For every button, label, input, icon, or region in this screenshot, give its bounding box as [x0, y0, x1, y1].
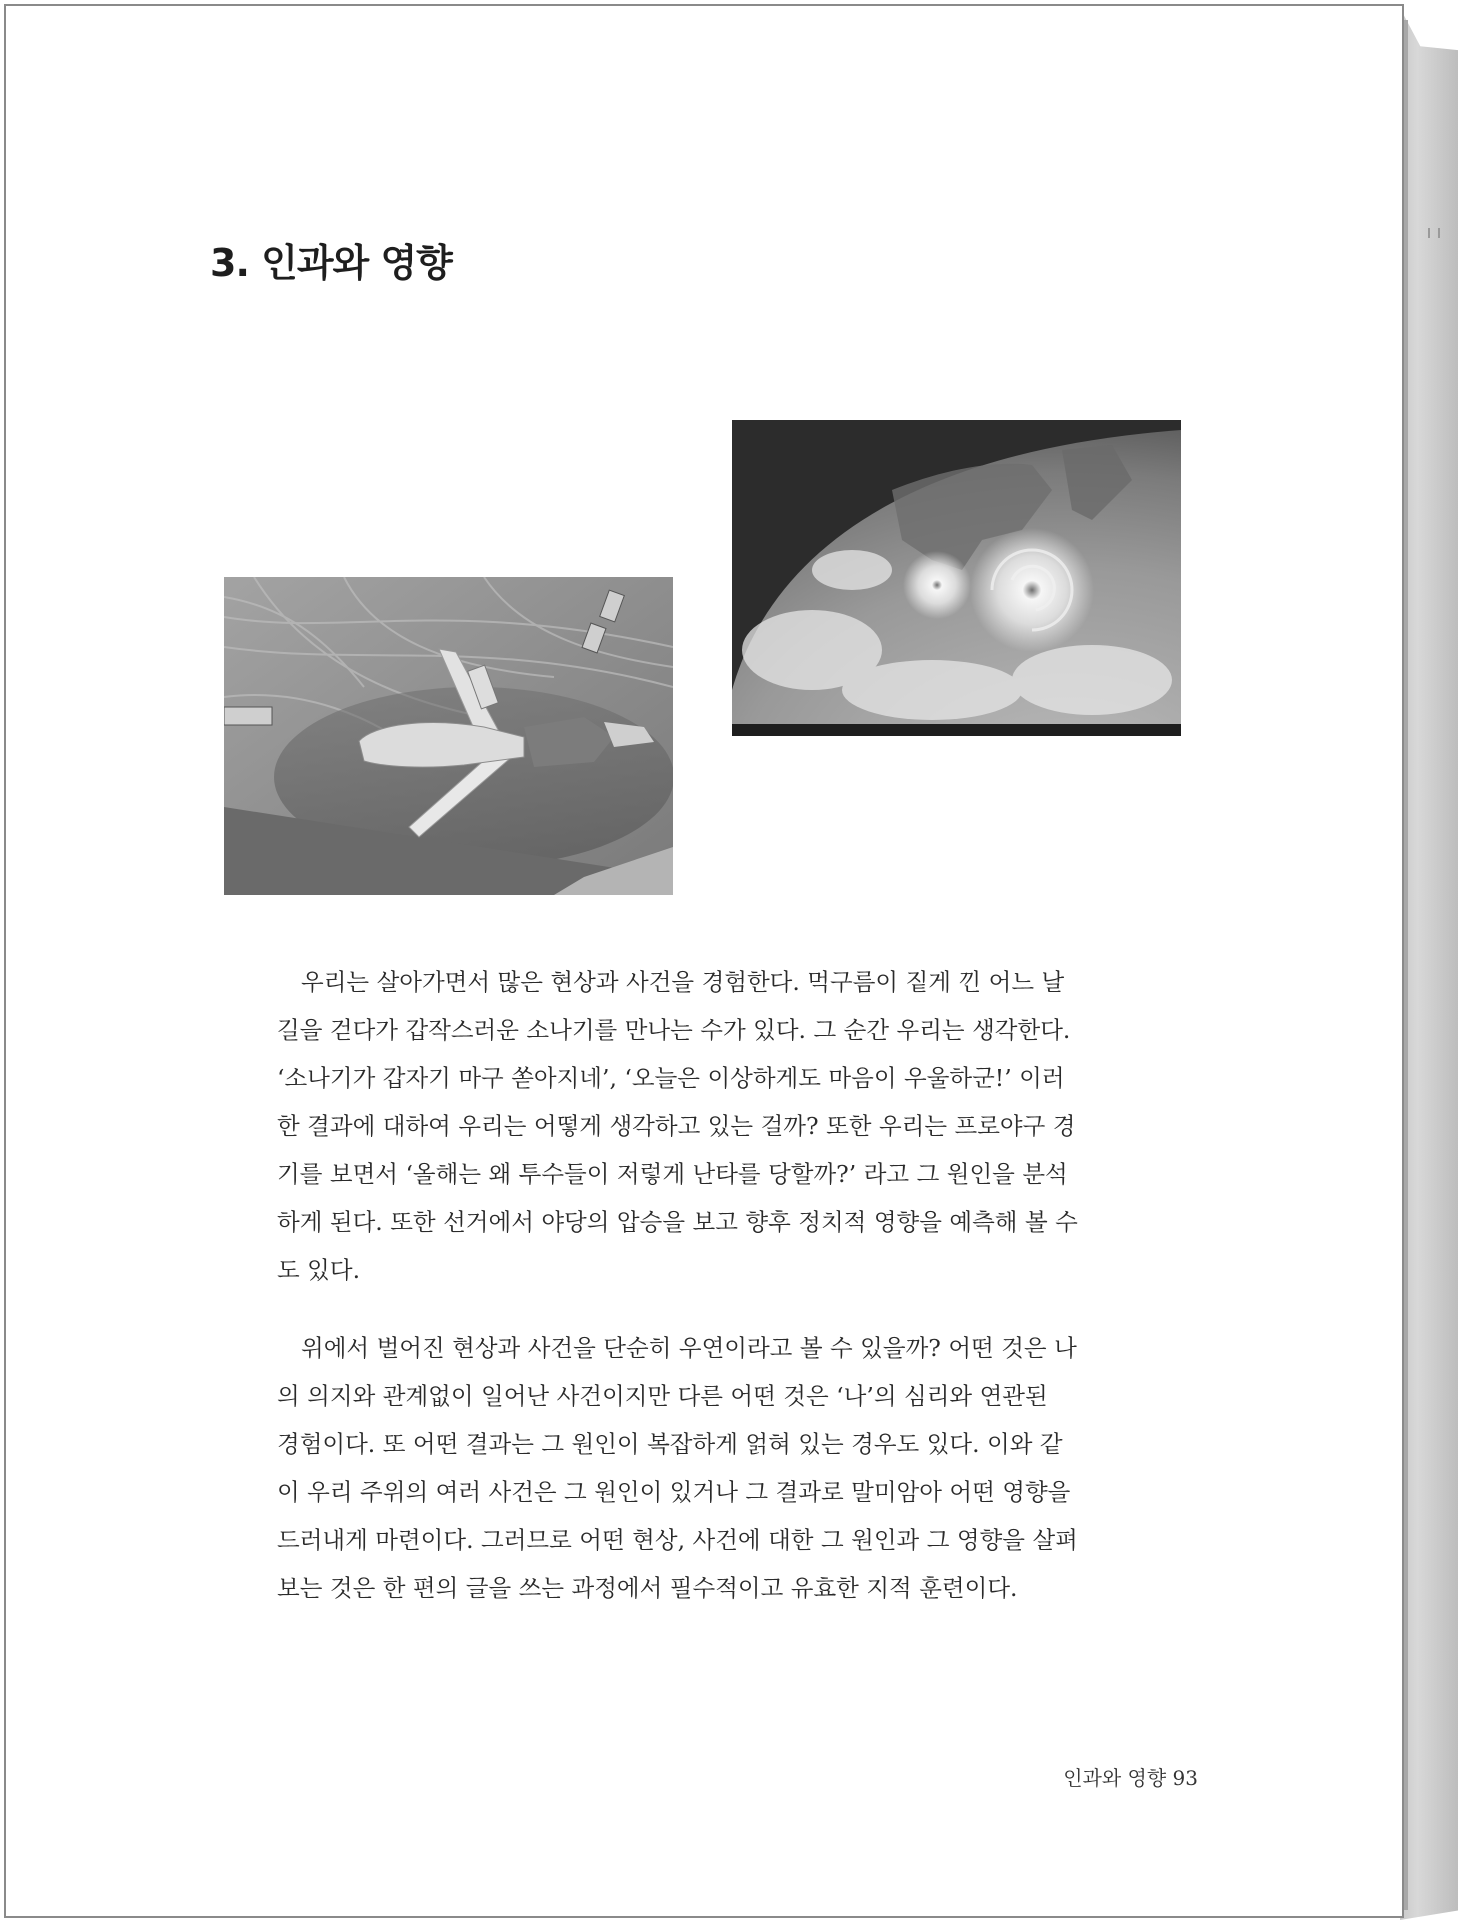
paragraph-line: 도 있다. — [277, 1256, 361, 1284]
section-heading: 3. 인과와 영향 — [210, 241, 452, 285]
paragraph-line: 한 결과에 대하여 우리는 어떻게 생각하고 있는 걸까? 또한 우리는 프로야구 경 — [277, 1112, 1076, 1140]
paragraph-line: 기를 보면서 ‘올해는 왜 투수들이 저렇게 난타를 당할까?’ 라고 그 원인을 분석 — [277, 1160, 1068, 1188]
paragraph-line: ‘소나기가 갑자기 마구 쏟아지네’, ‘오늘은 이상하게도 마음이 우울하군!’ 이러 — [277, 1064, 1065, 1092]
page-edge-mark — [1428, 228, 1440, 238]
book-page-edge — [1400, 8, 1458, 1920]
airplane-crash-photo — [224, 577, 673, 895]
body-paragraph-1 — [277, 958, 1123, 1294]
paragraph-line: 의 의지와 관계없이 일어난 사건이지만 다른 어떤 것은 ‘나’의 심리와 연관된 — [277, 1382, 1048, 1410]
paragraph-line: 위에서 벌어진 현상과 사건을 단순히 우연이라고 볼 수 있을까? 어떤 것은 나 — [301, 1334, 1077, 1362]
paragraph-line: 드러내게 마련이다. 그러므로 어떤 현상, 사건에 대한 그 원인과 그 영향을 살펴 — [277, 1526, 1078, 1554]
paragraph-line: 우리는 살아가면서 많은 현상과 사건을 경험한다. 먹구름이 짙게 낀 어느 날 — [301, 968, 1065, 996]
typhoon-satellite-photo — [732, 420, 1181, 736]
paragraph-line: 경험이다. 또 어떤 결과는 그 원인이 복잡하게 얽혀 있는 경우도 있다. 이와 같 — [277, 1430, 1063, 1458]
paragraph-line: 길을 걷다가 갑작스러운 소나기를 만나는 수가 있다. 그 순간 우리는 생각한다. — [277, 1016, 1071, 1044]
book-page-edge-shadow — [1404, 20, 1408, 1910]
page-footer: 인과와 영향 93 — [1063, 1766, 1198, 1790]
paragraph-line: 보는 것은 한 편의 글을 쓰는 과정에서 필수적이고 유효한 지적 훈련이다. — [277, 1574, 1018, 1602]
paragraph-line: 이 우리 주위의 여러 사건은 그 원인이 있거나 그 결과로 말미암아 어떤 영향을 — [277, 1478, 1071, 1506]
body-paragraph-2 — [277, 1324, 1123, 1612]
paragraph-line: 하게 된다. 또한 선거에서 야당의 압승을 보고 향후 정치적 영향을 예측해 볼 수 — [277, 1208, 1078, 1236]
